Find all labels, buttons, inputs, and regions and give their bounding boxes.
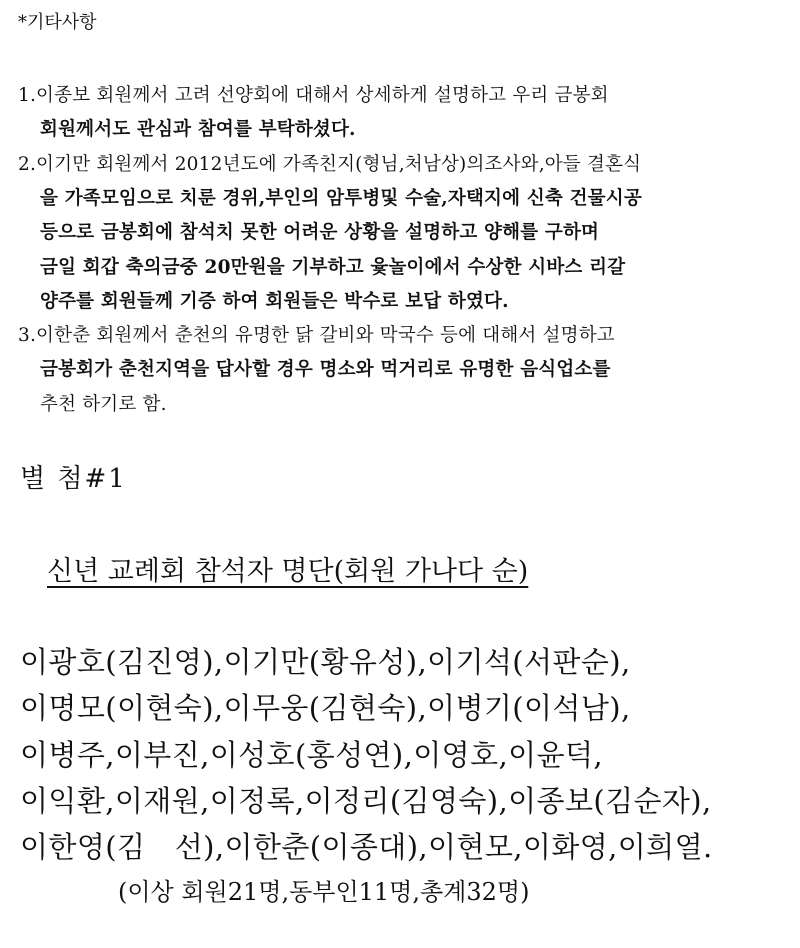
item-2-line-4: 금일 회갑 축의금중 20만원을 기부하고 윷놀이에서 수상한 시바스 리갈: [40, 257, 626, 278]
attendee-line-1: 이광호(김진영),이기만(황유성),이기석(서판순),: [20, 645, 631, 679]
attendee-line-4: 이익환,이재원,이정록,이정리(김영숙),이종보(김순자),: [20, 784, 712, 818]
attendee-title: 신년 교례회 참석자 명단(회원 가나다 순): [47, 556, 529, 587]
item-3-line-3: 추천 하기로 함.: [40, 394, 167, 415]
item-2-line-2: 을 가족모임으로 치룬 경위,부인의 암투병및 수술,자택지에 신축 건물시공: [40, 188, 642, 209]
item-1-line-1: 1.이종보 회원께서 고려 선양회에 대해서 상세하게 설명하고 우리 금봉회: [18, 85, 609, 106]
attendee-line-3: 이병주,이부진,이성호(홍성연),이영호,이윤덕,: [20, 738, 603, 772]
item-2-line-3: 등으로 금봉회에 참석치 못한 어려운 상황을 설명하고 양해를 구하며: [40, 222, 600, 243]
attendee-summary: (이상 회원21명,동부인11명,총계32명): [118, 878, 530, 906]
item-2-line-5: 양주를 회원들께 기증 하여 회원들은 박수로 보답 하였다.: [40, 291, 509, 312]
item-2-line-1: 2.이기만 회원께서 2012년도에 가족친지(형님,처남상)의조사와,아들 결혼식: [18, 154, 642, 175]
item-3-line-2: 금봉회가 춘천지역을 답사할 경우 명소와 먹거리로 유명한 음식업소를: [40, 359, 611, 380]
section-title: *기타사항: [18, 12, 97, 33]
item-1-line-2: 회원께서도 관심과 참여를 부탁하셨다.: [40, 119, 356, 140]
item-3-line-1: 3.이한춘 회원께서 춘천의 유명한 닭 갈비와 막국수 등에 대해서 설명하고: [18, 325, 615, 346]
attendee-line-2: 이명모(이현숙),이무웅(김현숙),이병기(이석남),: [20, 691, 631, 725]
attendee-line-5: 이한영(김 선),이한춘(이종대),이현모,이화영,이희열.: [20, 830, 713, 864]
attachment-label: 별 첨#1: [20, 464, 127, 494]
